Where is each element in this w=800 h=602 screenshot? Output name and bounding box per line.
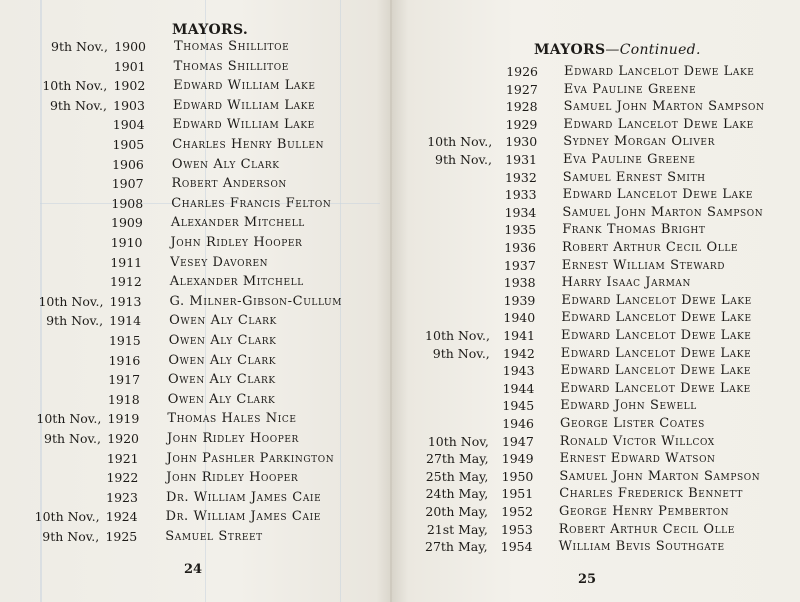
page-number: 25 [578,572,597,587]
mayor-entry [0,214,392,232]
entry-year: 1952 [501,504,533,519]
entry-year: 1945 [502,398,535,414]
mayor-entry [392,133,800,151]
entry-mayor-name: Owen Aly Clark [168,333,277,348]
mayor-entry [0,195,392,213]
entry-mayor-name: John Ridley Hooper [170,235,303,250]
entry-year: 1942 [502,345,535,361]
heading-continued: —Continued. [605,42,701,58]
entry-mayor-name: Thomas Hales Nice [167,411,297,427]
entry-year: 1902 [113,78,146,94]
entry-mayor-name: Eva Pauline Greene [563,81,697,97]
entry-mayor-name: Edward Lancelot Dewe Lake [564,64,755,79]
mayor-entry [0,528,392,546]
entry-mayor-name: William Bevis Southgate [558,539,725,555]
entry-year: 1931 [505,152,537,167]
mayor-entry [392,362,800,380]
entry-year: 1944 [502,380,535,396]
entry-mayor-name: Edward John Sewell [560,398,697,414]
mayor-entry [392,186,800,204]
entry-date: 25th May, [425,468,489,484]
entry-date: 10th Nov., [36,411,102,427]
mayor-entry [392,274,800,292]
entry-date: 9th Nov., [49,97,107,113]
entry-year: 1905 [112,137,145,152]
entry-year: 1928 [505,99,538,115]
entry-year: 1913 [109,293,142,309]
entry-mayor-name: Thomas Shillitoe [174,39,290,54]
entry-date: 9th Nov., [432,345,490,361]
mayor-entry [392,63,800,81]
entry-mayor-name: Charles Francis Felton [171,195,332,211]
mayor-entry [0,450,392,468]
entry-mayor-name: Owen Aly Clark [171,156,280,172]
entry-mayor-name: Vesey Davoren [170,254,269,270]
entry-year: 1918 [107,391,140,407]
entry-mayor-name: Samuel John Marton Sampson [563,99,765,115]
entry-mayor-name: Edward Lancelot Dewe Lake [561,328,752,343]
entry-mayor-name: Owen Aly Clark [167,391,276,407]
entry-year: 1906 [112,156,144,172]
entry-mayor-name: Owen Aly Clark [168,372,276,388]
entry-mayor-name: Samuel Ernest Smith [562,169,706,185]
entry-year: 1915 [108,333,141,348]
mayor-entry [0,410,392,428]
entry-mayor-name: George Henry Pemberton [559,504,730,519]
entry-year: 1921 [106,450,139,466]
mayor-entry [0,38,392,56]
entry-mayor-name: Edward Lancelot Dewe Lake [560,345,752,361]
entry-mayor-name: Charles Frederick Bennett [559,486,743,502]
entry-year: 1920 [107,431,139,446]
mayor-entry [392,169,800,187]
entry-date: 9th Nov., [44,431,101,446]
left-page [0,0,392,602]
entry-year: 1950 [501,468,534,484]
mayor-entry [392,450,800,468]
page-heading: MAYORS. [172,22,249,38]
entry-year: 1941 [503,328,535,343]
entry-mayor-name: Edward Lancelot Dewe Lake [561,292,752,308]
mayor-entry [392,433,800,451]
entry-year: 1937 [503,257,536,273]
entry-mayor-name: Eva Pauline Greene [563,152,696,167]
mayor-entry [392,503,800,521]
entry-year: 1926 [506,64,538,79]
entry-year: 1940 [503,310,536,326]
entry-year: 1916 [108,352,141,368]
entry-mayor-name: Harry Isaac Jarman [561,275,691,291]
heading-title: MAYORS [534,42,606,58]
entry-date: 9th Nov., [42,529,100,544]
entry-year: 1922 [106,470,139,486]
entry-year: 1933 [504,187,537,203]
entry-date: 10th Nov, [427,433,489,449]
entry-year: 1900 [114,39,146,54]
mayor-entry [0,116,392,134]
entry-mayor-name: John Ridley Hooper [166,470,299,486]
entry-mayor-name: G. Milner-Gibson-Cullum [169,293,343,309]
entry-year: 1954 [500,539,533,555]
entry-year: 1901 [113,58,146,74]
entry-year: 1953 [500,521,533,537]
entry-date: 9th Nov., [46,313,104,329]
mayor-entry [0,136,392,154]
entry-mayor-name: John Pashler Parkington [166,450,335,466]
entry-mayor-name: George Lister Coates [560,416,705,431]
mayor-entry [0,234,392,252]
entry-year: 1927 [505,81,538,97]
entry-mayor-name: Edward William Lake [172,97,316,113]
entry-year: 1929 [505,116,538,132]
mayor-entry [392,538,800,556]
entry-year: 1938 [503,275,536,291]
entry-year: 1912 [109,274,142,290]
entry-mayor-name: Ernest William Steward [561,257,726,273]
page-heading [534,42,701,58]
entry-year: 1923 [106,489,138,505]
entry-mayor-name: Edward Lancelot Dewe Lake [561,310,752,326]
entry-year: 1951 [501,486,534,502]
entry-mayor-name: Alexander Mitchell [169,274,304,290]
entry-year: 1925 [105,529,138,544]
entry-mayor-name: Edward Lancelot Dewe Lake [562,187,754,203]
mayor-entry [0,97,392,115]
entry-mayor-name: Edward Lancelot Dewe Lake [560,380,751,396]
mayor-entry [0,332,392,350]
entry-date: 9th Nov., [51,39,108,54]
entry-year: 1932 [504,169,537,185]
entry-year: 1907 [111,176,144,192]
entry-date: 10th Nov., [425,328,490,343]
entry-date: 10th Nov., [34,509,100,525]
mayor-entry [392,81,800,99]
mayor-entry [392,239,800,257]
entry-mayor-name: Dr. William James Caie [165,509,321,525]
mayor-entry [0,312,392,330]
mayor-entry [392,151,800,169]
mayor-entry [392,485,800,503]
mayor-entry [392,327,800,345]
mayor-entry [0,371,392,389]
entry-year: 1930 [505,134,538,150]
entry-mayor-name: Edward William Lake [172,117,315,133]
entry-mayor-name: Robert Arthur Cecil Olle [562,240,739,255]
mayor-entry [0,489,392,507]
mayor-entry [0,469,392,487]
entry-date: 10th Nov., [38,293,104,309]
entry-date: 9th Nov., [435,152,492,167]
mayor-entry [0,156,392,174]
entry-date: 10th Nov., [42,78,108,94]
entry-mayor-name: Sydney Morgan Oliver [563,134,715,150]
entry-mayor-name: Alexander Mitchell [170,215,305,231]
entry-year: 1910 [110,235,143,250]
mayor-entry [392,204,800,222]
entry-mayor-name: Samuel Street [165,529,263,544]
mayor-entry [0,508,392,526]
mayor-entry [392,397,800,415]
entry-year: 1924 [105,509,138,525]
entry-year: 1914 [109,313,142,329]
mayor-entry [392,521,800,539]
entry-year: 1903 [113,97,145,113]
page-number: 24 [184,562,203,577]
right-page [392,0,800,602]
entry-mayor-name: Owen Aly Clark [168,352,277,368]
mayor-entry [392,415,800,433]
entry-mayor-name: John Ridley Hooper [167,431,299,446]
entry-mayor-name: Dr. William James Caie [165,489,322,505]
entry-date: 21st May, [426,521,488,537]
mayor-entry [0,77,392,95]
entry-date: 27th May, [425,539,488,555]
mayor-entry [392,98,800,116]
mayor-entry [0,175,392,193]
entry-year: 1939 [503,292,536,308]
entry-year: 1936 [504,240,536,255]
mayor-entry [0,273,392,291]
entry-year: 1917 [108,372,141,388]
entry-mayor-name: Robert Arthur Cecil Olle [558,521,735,537]
entry-year: 1946 [502,416,534,431]
entry-date: 24th May, [425,486,489,502]
mayor-entry [0,254,392,272]
mayor-entry [392,292,800,310]
mayor-entry [392,309,800,327]
entry-year: 1908 [111,195,144,211]
entry-mayor-name: Edward Lancelot Dewe Lake [563,116,754,132]
entry-year: 1947 [501,433,534,449]
entry-year: 1904 [112,117,145,133]
mayor-entry [392,116,800,134]
entry-date: 27th May, [426,451,489,467]
entry-year: 1935 [504,222,537,238]
entry-date: 20th May, [425,504,488,519]
mayor-entry [392,257,800,275]
entry-mayor-name: Ernest Edward Watson [559,451,716,467]
mayor-entry [392,345,800,363]
mayor-entry [0,391,392,409]
entry-year: 1943 [502,363,535,379]
mayor-entry [392,468,800,486]
entry-mayor-name: Ronald Victor Willcox [559,433,715,449]
mayor-entry [0,293,392,311]
entry-mayor-name: Robert Anderson [171,176,287,192]
entry-mayor-name: Edward William Lake [173,78,316,94]
entry-mayor-name: Samuel John Marton Sampson [559,468,761,484]
entry-mayor-name: Edward Lancelot Dewe Lake [560,363,752,379]
entry-year: 1911 [110,254,143,270]
entry-year: 1919 [107,411,140,427]
entry-date: 10th Nov., [427,134,493,150]
mayor-entry [392,221,800,239]
entry-mayor-name: Samuel John Marton Sampson [562,204,764,220]
mayor-entry [0,430,392,448]
entry-mayor-name: Thomas Shillitoe [173,58,289,74]
entry-year: 1909 [111,215,143,231]
mayor-entry [0,58,392,76]
entry-mayor-name: Owen Aly Clark [169,313,277,329]
entry-year: 1949 [501,451,534,467]
mayor-entry [0,352,392,370]
entry-mayor-name: Frank Thomas Bright [562,222,706,238]
entry-year: 1934 [504,204,537,220]
mayor-entry [392,380,800,398]
entry-mayor-name: Charles Henry Bullen [172,137,325,152]
